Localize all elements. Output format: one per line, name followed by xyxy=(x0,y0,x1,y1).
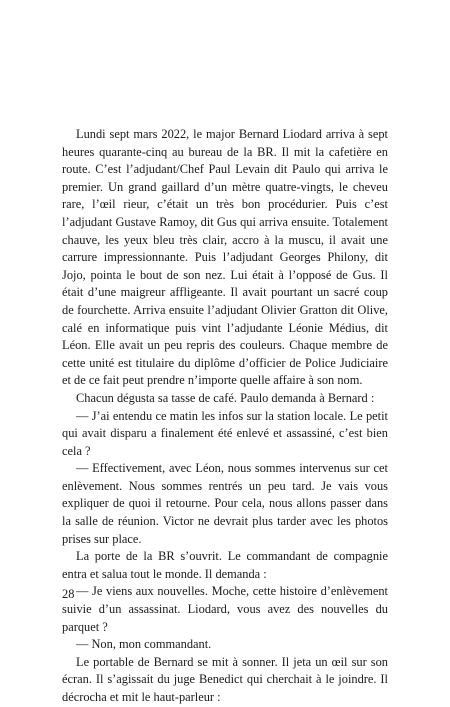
paragraph: Lundi sept mars 2022, le major Bernard Liodard arriva à sept heures quarante-cinq au bureau de la BR. Il mit la cafetière en route. C’est l’adjudant/Chef Paul Levain dit Paulo qui arriva le premier. Un grand gaillard d’un mètre quatre-vingts, le cheveu rare, l’œil rieur, c’était un très bon procédurier. Puis c’est l’adjudant Gustave Ramoy, dit Gus qui arriva ensuite. Totalement chauve, les yeux bleu très clair, accro à la muscu, il avait une carrure impressionnante. Puis l’adjudant Georges Philony, dit Jojo, pointa le bout de son nez. Lui était à l’opposé de Gus. Il était d’une maigreur affligeante. Il avait pourtant un sacré coup de fourchette. Arriva ensuite l’adjudant Olivier Gratton dit Olive, calé en informatique puis vint l’adjudante Léonie Médius, dit Léon. Elle avait un peu repris des couleurs. Chaque membre de cette unité est titulaire du diplôme d’officier de Police Judiciaire et de ce fait peut prendre n’importe quelle affaire à son nom. xyxy=(62,127,388,388)
paragraph: Le portable de Bernard se mit à sonner. Il jeta un œil sur son écran. Il s’agissait du juge Benedict qui cherchait à le joindre. Il décrocha et mit le haut-parleur : xyxy=(62,654,388,704)
dialogue-line: — Non, mon commandant. xyxy=(76,637,212,652)
body-text xyxy=(62,126,388,707)
dialogue-line: — Effectivement, avec Léon, nous sommes intervenus sur cet enlèvement. Nous sommes rentrés un peu tard. Je vais vous expliquer de quoi il retourne. Pour cela, nous allons passer dans la salle de réunion. Victor ne devrait plus tarder avec les photos prises sur place. xyxy=(62,461,388,546)
paragraph: Chacun dégusta sa tasse de café. Paulo demanda à Bernard : xyxy=(76,390,375,405)
page-number: 28 xyxy=(62,587,75,601)
paragraph: La porte de la BR s’ouvrit. Le commandant de compagnie entra et salua tout le monde. Il demanda : xyxy=(62,549,388,581)
dialogue-line: — J’ai entendu ce matin les infos sur la station locale. Le petit qui avait disparu a finalement été enlevé et assassiné, c’est bien cela ? xyxy=(62,408,388,458)
dialogue-line: — Je viens aux nouvelles. Moche, cette histoire d’enlèvement suivie d’un assassinat. Liodard, vous avez des nouvelles du parquet ? xyxy=(62,584,388,634)
